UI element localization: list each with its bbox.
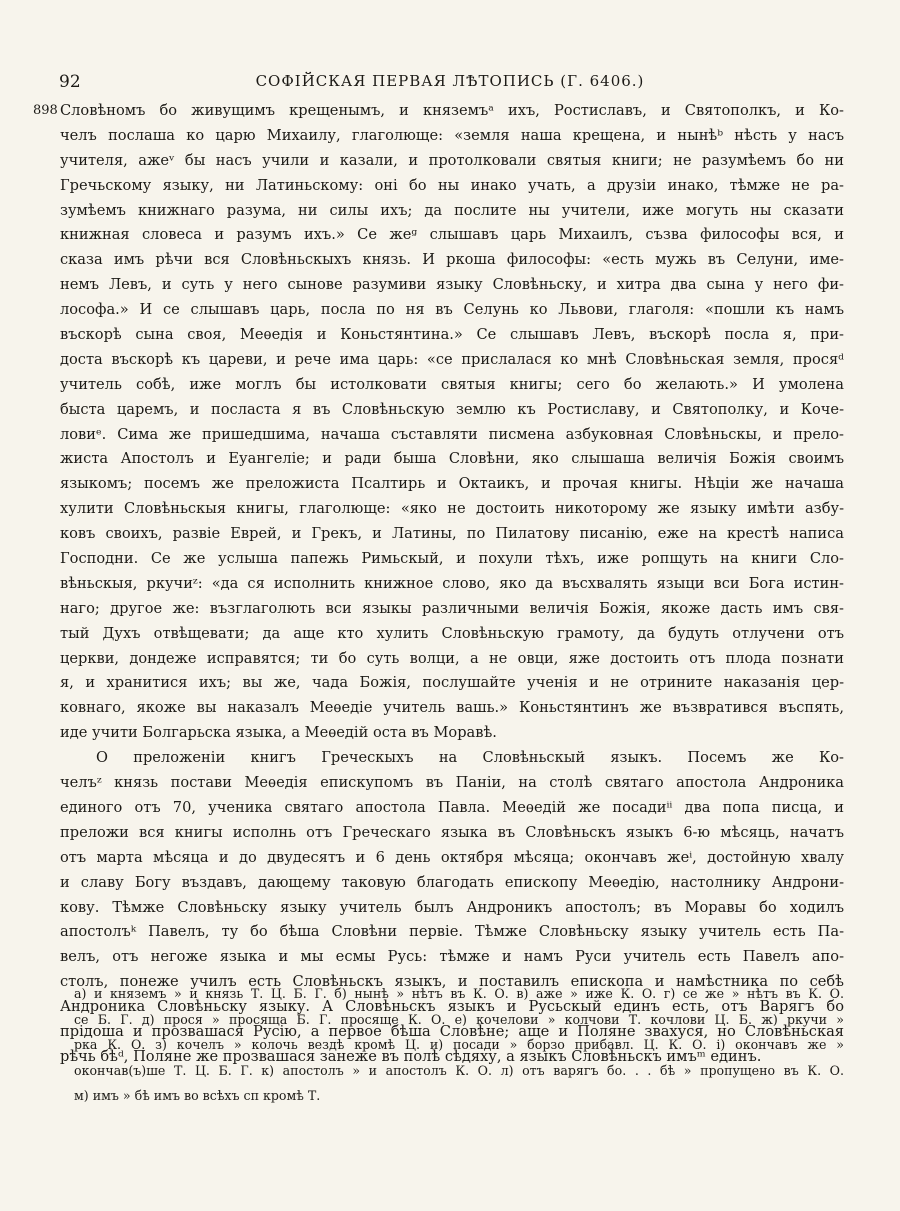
text-line: доста въскорѣ къ цареви, и рече има царь: «се прислалася ко мнѣ Словѣньская земля, просяᵈ — [60, 350, 844, 368]
text-line: велъ, отъ негоже языка и мы есмы Русь: тѣмже и намъ Руси учитель есть Павелъ апо- — [60, 948, 844, 966]
text-line: учителя, ажеᵛ бы насъ учили и казали, и протолковали святыя книги; не разумѣемъ бо ни — [60, 151, 844, 169]
footnote-line: се Б. Г. д) прося » просяща Б. Г. просяще К. О. е) кочелови » колчови Т. кочлови Ц. Б. ж) ркучи » — [74, 1011, 844, 1027]
footnote-line: рка К. О. з) кочелъ » колочь вездѣ кромѣ Ц. и) посади » борзо прибавл. Ц. К. О. і) окончавъ же » — [74, 1037, 844, 1052]
text-line: зумѣемъ книжнаго разума, ни силы ихъ; да послите ны учители, иже могуть ны сказати — [60, 201, 844, 219]
text-line: сказа имъ рѣчи вся Словѣньскыхъ князь. И ркоша философы: «есть мужь въ Селуни, име- — [60, 251, 844, 269]
text-line: въскорѣ сына своя, Меѳедія и Коньстянтина.» Се слышавъ Левъ, въскорѣ посла я, при- — [60, 326, 844, 344]
body-text — [60, 99, 844, 1070]
text-line: языкомъ; посемъ же преложиста Псалтирь и Октаикъ, и прочая книгы. Нѣціи же начаша — [60, 475, 844, 493]
margin-year: 898 — [33, 103, 58, 118]
text-line: столъ, понеже училъ есть Словѣньскъ языкъ, и поставилъ епископа и намѣстника по себѣ — [60, 973, 844, 991]
text-line: Андроника Словѣньску языку. А Словѣньскъ языкъ и Русьскый единъ есть, отъ Варягъ бо — [60, 998, 844, 1016]
text-line: ковнаго, якоже вы наказалъ Меѳедіе учитель вашь.» Коньстянтинъ же възвратився въспять, — [60, 699, 844, 717]
text-line: ловиᵉ. Сима же пришедшима, начаша съставляти писмена азбуковная Словѣньскы, и прело- — [60, 425, 844, 443]
text-line: иде учити Болгарьска языка, а Меѳедій оста въ Моравѣ. — [60, 724, 497, 742]
section-heading-line: О преложеніи книгъ Греческыхъ на Словѣньскый языкъ. Посемъ же Ко- — [96, 749, 844, 767]
page-number: 92 — [59, 72, 81, 92]
text-line: немъ Левъ, и суть у него сынове разумиви языку Словѣньску, и хитра два сына у него фи- — [60, 276, 844, 294]
text-line: челъᶻ князь постави Меѳедія епискупомъ въ Паніи, на столѣ святаго апостола Андроника — [60, 774, 844, 792]
text-line: жиста Апостолъ и Еуангеліе; и ради быша Словѣни, яко слышаша величія Божія своимъ — [60, 450, 844, 468]
text-line: я, и хранитися ихъ; вы же, чада Божія, послушайте ученія и не отрините наказанія цер- — [60, 674, 844, 692]
footnotes — [74, 981, 844, 1109]
footnote-line: м) имъ » бѣ имъ во всѣхъ сп кромѣ Т. — [74, 1088, 321, 1103]
text-line: учитель собѣ, иже моглъ бы истолковати святыя книгы; сего бо желають.» И умолена — [60, 375, 844, 393]
text-line: единого отъ 70, ученика святаго апостола Павла. Меѳедій же посадиⁱⁱ два попа писца, и — [60, 798, 844, 816]
text-line: прідоша и прозвашася Русію, а первое бѣша Словѣне; аще и Поляне звахуся, но Словѣньская — [60, 1022, 844, 1040]
text-line: Гречьскому языку, ни Латиньскому: оні бо ны инако учать, а друзіи инако, тѣмже не ра- — [60, 176, 844, 194]
text-line: Словѣномъ бо живущимъ крещенымъ, и княземъᵃ ихъ, Ростиславъ, и Святополкъ, и Ко- — [60, 102, 844, 119]
text-line: челъ послаша ко царю Михаилу, глаголюще: «земля наша крещена, и нынѣᵇ нѣсть у насъ — [60, 126, 844, 144]
footnote-divider — [60, 942, 844, 943]
text-line: книжная словеса и разумъ ихъ.» Се жеᵍ слышавъ царь Михаилъ, съзва философы вся, и — [60, 226, 844, 244]
text-line: тый Духъ отвѣщевати; да аще кто хулить Словѣньскую грамоту, да будуть отлучени отъ — [60, 624, 844, 642]
text-line: быста царемъ, и посласта я въ Словѣньскую землю къ Ростиславу, и Святополку, и Коче- — [60, 400, 844, 418]
footnote-line: окончав(ъ)ше Т. Ц. Б. Г. к) апостолъ » и апостолъ К. О. л) отъ варягъ бо. . . бѣ » пропущено въ К. О. — [74, 1062, 844, 1078]
text-line: лософа.» И се слышавъ царь, посла по ня въ Селунь ко Львови, глаголя: «пошли къ намъ — [60, 301, 844, 319]
text-line: апостолъᵏ Павелъ, ту бо бѣша Словѣни первіе. Тѣмже Словѣньску языку учитель есть Па- — [60, 923, 844, 941]
text-line: вѣньскыя, ркучиᶻ: «да ся исполнить книжное слово, яко да въсхвалять языци вси Бога истин- — [60, 574, 844, 592]
text-line: Господни. Се же услыша папежь Римьскый, и похули тѣхъ, иже ропщуть на книги Сло- — [60, 550, 844, 568]
text-line: и славу Богу въздавъ, дающему таковую благодать епископу Меѳедію, настолнику Андрони- — [60, 873, 844, 891]
text-line: церкви, дондеже исправятся; ти бо суть волци, а не овци, яже достоить отъ плода познати — [60, 649, 844, 667]
text-line: наго; другое же: възглаголють вси языкы различными величія Божія, якоже дасть имъ свя- — [60, 599, 844, 617]
text-line: ковъ своихъ, развіе Еврей, и Грекъ, и Латины, по Пилатову писанію, еже на крестѣ написа — [60, 525, 844, 543]
text-line: хулити Словѣньскыя книгы, глаголюще: «яко не достоить никоторому же языку имѣти азбу- — [60, 500, 844, 518]
text-line: преложи вся книгы исполнь отъ Греческаго языка въ Словѣньскъ языкъ 6-ю мѣсяць, начатъ — [60, 823, 844, 841]
text-line: отъ марта мѣсяца и до двудесятъ и 6 день октября мѣсяца; окончавъ жеⁱ, достойную хвалу — [60, 848, 844, 866]
footnote-line: а) и княземъ » и князь Т. Ц. Б. Г. б) нынѣ » нѣтъ въ К. О. в) аже » иже К. О. г) се же » нѣтъ въ К. О. — [74, 986, 844, 1001]
text-line: кову. Тѣмже Словѣньску языку учитель былъ Андроникъ апостолъ; въ Моравы бо ходилъ — [60, 898, 844, 916]
text-line: рѣчь бѣᵈ, Поляне же прозвашася занеже въ полѣ сѣдяху, а языкъ Словѣньскъ имъᵐ единъ. — [60, 1047, 762, 1065]
running-header: СОФІЙСКАЯ ПЕРВАЯ ЛѢТОПИСЬ (Г. 6406.) — [255, 72, 645, 90]
